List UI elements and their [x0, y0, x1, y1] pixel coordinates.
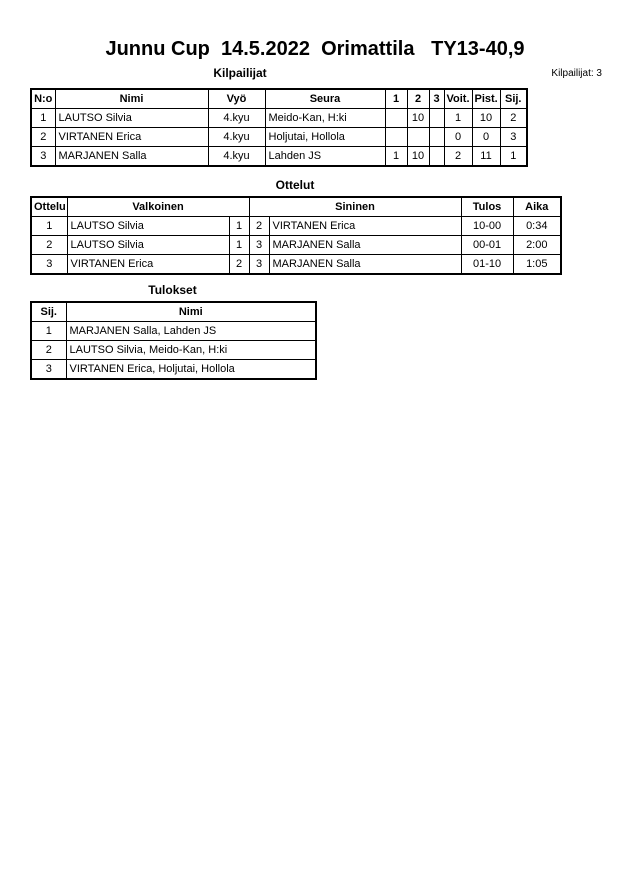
blue-number: 3: [249, 255, 269, 275]
page-title: Junnu Cup 14.5.2022 Orimattila TY13-40,9: [105, 38, 525, 60]
competitors-header-row: [31, 89, 527, 109]
white-name: LAUTSO Silvia: [67, 236, 229, 255]
competitor-no: 3: [31, 147, 55, 167]
blue-name: VIRTANEN Erica: [269, 217, 461, 236]
competitor-round2: 10: [407, 147, 429, 167]
result-place: 3: [31, 360, 66, 380]
match-time: 0:34: [513, 217, 561, 236]
col-header-wins: Voit.: [444, 89, 472, 109]
col-header-no: N:o: [31, 89, 55, 109]
result-row: [31, 322, 316, 341]
competitor-row: [31, 128, 527, 147]
competitor-name: VIRTANEN Erica: [55, 128, 208, 147]
col-header-time: Aika: [513, 197, 561, 217]
match-time: 2:00: [513, 236, 561, 255]
match-row: [31, 236, 561, 255]
col-header-belt: Vyö: [208, 89, 265, 109]
col-header-place: Sij.: [500, 89, 527, 109]
white-name: VIRTANEN Erica: [67, 255, 229, 275]
col-header-round2: 2: [407, 89, 429, 109]
competitors-table: [30, 88, 528, 167]
col-header-round3: 3: [429, 89, 444, 109]
match-row: [31, 255, 561, 275]
result-place: 1: [31, 322, 66, 341]
competitor-club: Lahden JS: [265, 147, 385, 167]
competitor-points: 10: [472, 109, 500, 128]
white-number: 1: [229, 217, 249, 236]
match-no: 2: [31, 236, 67, 255]
results-table: [30, 301, 317, 380]
matches-table: [30, 196, 562, 275]
competitor-round1: 1: [385, 147, 407, 167]
blue-number: 2: [249, 217, 269, 236]
result-row: [31, 360, 316, 380]
competitor-belt: 4.kyu: [208, 128, 265, 147]
competitor-club: Holjutai, Hollola: [265, 128, 385, 147]
result-name: VIRTANEN Erica, Holjutai, Hollola: [66, 360, 316, 380]
competitor-belt: 4.kyu: [208, 109, 265, 128]
competitor-wins: 2: [444, 147, 472, 167]
blue-name: MARJANEN Salla: [269, 255, 461, 275]
white-number: 1: [229, 236, 249, 255]
col-header-name: Nimi: [66, 302, 316, 322]
result-name: MARJANEN Salla, Lahden JS: [66, 322, 316, 341]
col-header-name: Nimi: [55, 89, 208, 109]
competitor-place: 3: [500, 128, 527, 147]
col-header-club: Seura: [265, 89, 385, 109]
competitor-place: 1: [500, 147, 527, 167]
competitor-round1: [385, 128, 407, 147]
competitor-round1: [385, 109, 407, 128]
matches-header-row: [31, 197, 561, 217]
competitor-wins: 1: [444, 109, 472, 128]
col-header-blue: Sininen: [249, 197, 461, 217]
competitor-round3: [429, 128, 444, 147]
col-header-result: Tulos: [461, 197, 513, 217]
competitor-points: 0: [472, 128, 500, 147]
competitor-points: 11: [472, 147, 500, 167]
competitor-belt: 4.kyu: [208, 147, 265, 167]
competitor-round3: [429, 109, 444, 128]
match-result: 00-01: [461, 236, 513, 255]
results-header-row: [31, 302, 316, 322]
col-header-white: Valkoinen: [67, 197, 249, 217]
col-header-match: Ottelu: [31, 197, 67, 217]
match-time: 1:05: [513, 255, 561, 275]
match-no: 3: [31, 255, 67, 275]
competitor-club: Meido-Kan, H:ki: [265, 109, 385, 128]
competitor-row: [31, 147, 527, 167]
competitor-row: [31, 109, 527, 128]
col-header-points: Pist.: [472, 89, 500, 109]
competitor-wins: 0: [444, 128, 472, 147]
result-row: [31, 341, 316, 360]
match-no: 1: [31, 217, 67, 236]
match-result: 10-00: [461, 217, 513, 236]
competitor-name: MARJANEN Salla: [55, 147, 208, 167]
competitors-heading: Kilpailijat: [213, 66, 267, 80]
competitor-no: 2: [31, 128, 55, 147]
competitor-round2: 10: [407, 109, 429, 128]
result-name: LAUTSO Silvia, Meido-Kan, H:ki: [66, 341, 316, 360]
white-number: 2: [229, 255, 249, 275]
competitor-round3: [429, 147, 444, 167]
matches-heading: Ottelut: [275, 178, 315, 192]
results-heading: Tulokset: [148, 283, 197, 297]
competitor-place: 2: [500, 109, 527, 128]
result-place: 2: [31, 341, 66, 360]
col-header-round1: 1: [385, 89, 407, 109]
match-result: 01-10: [461, 255, 513, 275]
competitor-name: LAUTSO Silvia: [55, 109, 208, 128]
blue-number: 3: [249, 236, 269, 255]
white-name: LAUTSO Silvia: [67, 217, 229, 236]
competitors-count: Kilpailijat: 3: [551, 68, 602, 79]
competitor-no: 1: [31, 109, 55, 128]
match-row: [31, 217, 561, 236]
competitor-round2: [407, 128, 429, 147]
col-header-place: Sij.: [31, 302, 66, 322]
blue-name: MARJANEN Salla: [269, 236, 461, 255]
